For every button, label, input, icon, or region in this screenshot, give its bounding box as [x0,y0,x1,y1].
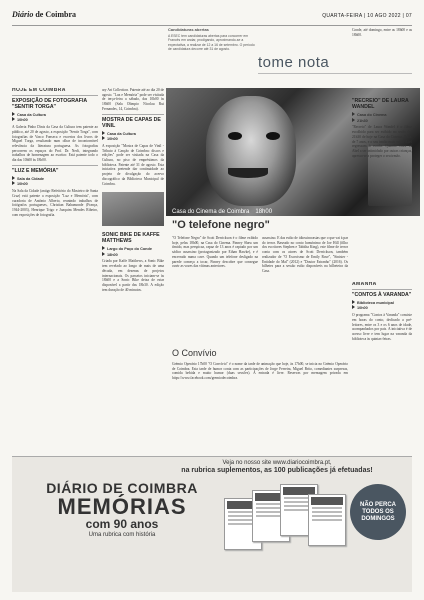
masthead-b: de Coimbra [35,10,77,19]
clock-icon [102,252,105,256]
convivio-title: O Convívio [172,348,217,358]
page-header [12,10,412,26]
feature-col1 [172,236,258,344]
event-meta: Sala da Cidade 10h00 [12,176,98,187]
mask-eye [228,132,242,140]
event-body: Na Sala da Cidade (antigo Refeitório do Mosteiro de Santa Cruz) está patente a exposição "Luz e Memória", com curadoria de António Alberto, reunindo trabalhos de fotógrafos portugueses, Christian Bahamonde (França, 1944-2003), Henrique Trigo e Joaquim Mendes Ribeiro, com exposições de fotografia. [12,189,98,217]
right-column-amanha [352,282,412,454]
event-body: Conde, até domingo, entre as 18h00 e as 18h00. [352,28,412,37]
promo-badge: NÃO PERCA TODOS OS DOMINGOS [350,484,406,540]
event-body: "Recreio" de Laura Wandel é o filme escolhido para ser exibido no serão das 21h30 de hoje na Casa do Cinema. Nora, de 7 anos, e o seu irmão mais velho Abel regressam à escola. Quando Nora vê Abel a ser intimidado por outras crianças, apressa-se a proteger o seu irmão. [352,125,412,158]
arrow-icon [352,300,355,304]
event-body: A Galeria Pinho Dinis da Casa da Cultura tem patente ao público, até 20 de agosto, a exposição "Sentir Torga", com fotografias de Vasco Fonseca e excertos dos livros de Miguel Torga, resultando num olhar de incontornável relevância da literatura portuguesa. As fotografias percorrem os espaços do Prof. Dr. Nerli, integrando trabalhos de homenagem ao escritor. Está patente todo o dia das 10h00 às 18h00. [12,125,98,163]
event-body: O programa "Contos à Varanda" consiste em horas do conto, dedicado a pré-leitores, entre os 3 e os 6 anos de idade, acompanhados por pais. A iniciativa é de acesso livre e tem lugar na varanda da biblioteca às quintas-feiras. [352,313,412,341]
arrow-icon [352,112,355,116]
event-title: EXPOSIÇÃO DE FOTOGRAFIA "SENTIR TORGA" [12,97,87,110]
caption-place: Casa do Cinema de Coimbra [172,209,250,215]
divider [12,95,98,96]
mask-mouth [228,168,268,178]
convivio-text: Grémio Operário 17h00 "O Convívio" é o nome da tarde de animação que hoje, às 17h00, se inicia no Grémio Operário de Coimbra. Esta tarde de humor conta com as participações de Jorge Ferreira, Miguel Brito, comediantes surpresas, comida bebida e muito humor (duas sessões). A entrada é livre. Reservas por mensagem privada em https://www.facebook.com/gremiodecoimbra. [172,362,348,381]
dateline: QUARTA-FEIRA | 10 AGO 2022 | 07 [322,13,412,19]
event-title: SONIC BIKE DE KAFFE MATTHEWS [102,232,160,244]
top-strip-title: Candidaturas abertas [168,28,209,32]
mask-eye [266,132,280,140]
event-body: A exposição "Mostra de Capas de Vinil - Tributo à Canção de Coimbra: discos e edições" pode ser visitada na Casa da Cultura, no piso de empréstimos da biblioteca. Patente até 31 de agosto. Esta iniciativa pretende dar continuidade ao projeto de divulgação do acervo discográfico da Biblioteca Municipal de Coimbra. [102,143,164,186]
section-title: HOJE EM COIMBRA [12,88,66,93]
feature-headline: "O telefone negro" [172,219,270,231]
arrow-icon [12,112,15,116]
promo-veja [142,460,412,478]
masthead [12,10,76,19]
divider [352,289,412,290]
event-body: Criada por Kaffe Matthews, a Sonic Bike tem revelado ao longo de mais de uma década, em dezenas de projetos internacionais. Os passeios iniciam-se às 18h00 e a Sonic Bike deixa de estar disponível a partir das 18h30. A edição tem duração de 40 minutos. [102,259,164,292]
event-photo [102,192,164,226]
veja-line2: na rubrica suplementos, as 100 publicações já efetuadas! [181,467,373,474]
clock-icon [12,181,15,185]
caption-time: 18h00 [255,209,273,215]
promo-title-4: Uma rubrica com história [88,532,156,538]
col2-top [102,88,164,192]
convivio-body [172,362,348,452]
promo-title-1: DIÁRIO DE COIMBRA [46,480,198,496]
masthead-a: Diário [12,10,34,19]
event-title: MOSTRA DE CAPAS DE VINIL [102,116,161,129]
promo-title-2: MEMÓRIAS [57,494,187,519]
event-meta: Casa do Cinema 21h30 [352,112,412,123]
feature-body: "O Telefone Negro" de Scott Derrickson é o filme exibido hoje, pelas 18h00, na Casa do Cinema. Finney Shaw um tímido, mas perspicaz, rapaz de 13 anos é raptado por um sádico assassino (protagonizado por Ethan Hawke), e é encerrado numa cave. Quando um telefone desligado na parede começa a tocar, Finney descobre que consegue ouvir as vozes das vítimas anteriores. [172,236,258,269]
divider [12,165,98,166]
event-meta: Largo do Paço do Conde 18h00 [102,246,164,257]
mask-face [206,96,296,206]
event-title: "RECREIO" DE LAURA WANDEL [352,98,409,110]
newspaper-stack [224,484,346,556]
event-meta: Casa da Cultura 10h00 [12,112,98,123]
clock-icon [352,305,355,309]
col2-bottom [102,230,164,454]
promo-title-3: com 90 anos [85,517,159,531]
arrow-icon [102,131,105,135]
event-title: "LUZ E MEMÓRIA" [12,167,59,174]
feature-body: assassino. É das estão de idiossincrasias que o que vai à par do terror. Baseado no conto homónimo de Joe Hill (filho dos escritores Stephen e Tabitha King), este filme de terror conta com os atores de Scott Derrickson, também realizador de "O Exorcismo de Emily Rose", "Sinister - Entidade do Mal" (2012) e "Doutor Estranho" (2016). Os bilhetes para a sessão estão disponíveis na bilheteira da Casa. [262,236,348,273]
clock-icon [12,117,15,121]
paper-thumb [308,494,346,546]
top-strip-text: A ESEC tem candidaturas abertas para concorrer em Francês em andar, prodigando, aproximando-se a expectativa, a realizar de 12 a 16 de setembro. O período de candidatura decorre até 31 de agosto. [168,33,255,52]
event-meta: Casa da Cultura 10h00 [102,131,164,142]
top-strip [168,28,258,86]
clock-icon [102,136,105,140]
event-title: "CONTOS À VARANDA" [352,291,412,298]
event-body: ary Art Collection. Patente até ao dia 20 de agosto. "Luz e Memória" pode ser visitada de terça-feira a sábado, das 10h00 às 18h00 (Sala Olimpio Nicolau Rui Fernandes, 14, Coimbra). [102,88,164,111]
event-meta: Biblioteca municipal 10h00 [352,300,412,311]
left-column [12,88,98,454]
divider [102,114,164,115]
arrow-icon [102,246,105,250]
veja-line1: Veja no nosso site www.diariocoimbra.pt, [222,460,332,466]
arrow-icon [12,176,15,180]
section-title: AMANHÃ [352,282,377,287]
promo-title [22,480,222,538]
feature-col2 [262,236,348,344]
tome-nota-title: tome nota [258,54,412,74]
clock-icon [352,118,355,122]
